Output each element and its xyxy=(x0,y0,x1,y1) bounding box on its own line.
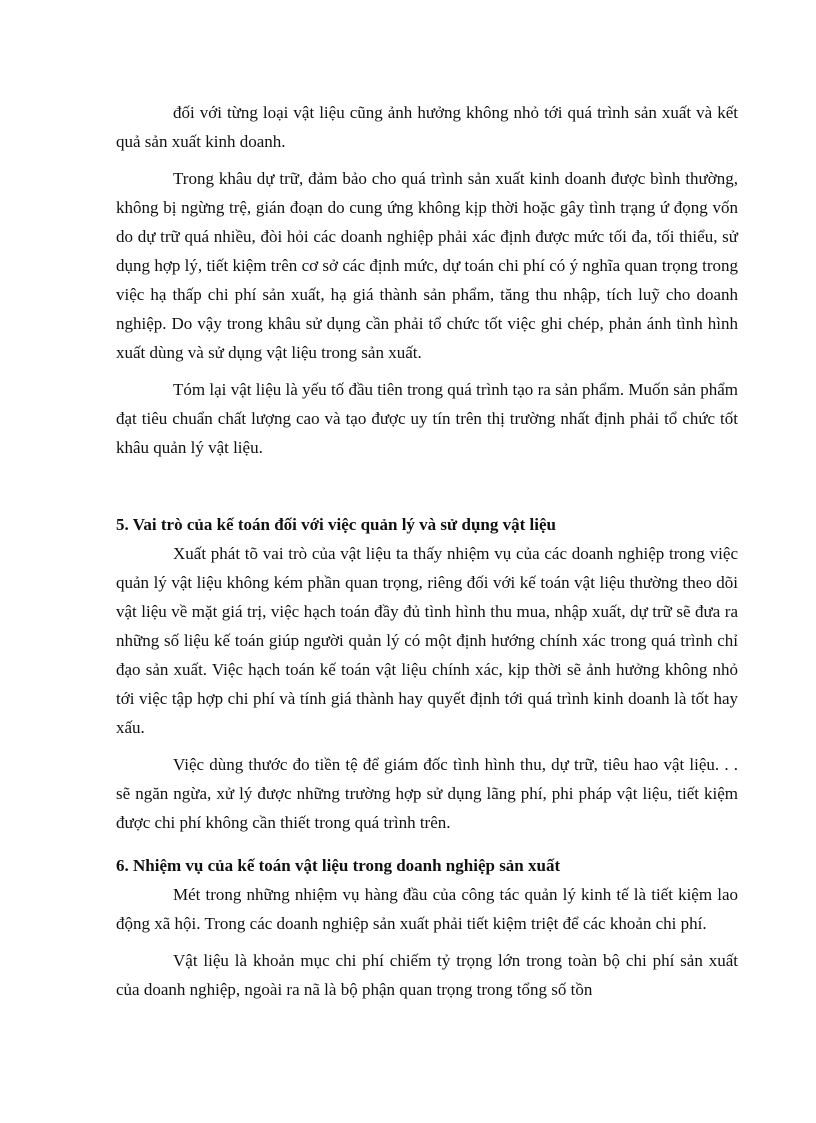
paragraph-3: Tóm lại vật liệu là yếu tố đầu tiên trong quá trình tạo ra sản phẩm. Muốn sản phẩm đạt tiêu chuẩn chất lượng cao và tạo được uy tín trên thị trường nhất định phải tổ chức tốt khâu quản lý vật liệu. xyxy=(116,380,738,457)
section-spacer xyxy=(116,470,738,510)
section-5-heading: 5. Vai trò của kế toán đối với việc quản lý và sử dụng vật liệu xyxy=(116,515,556,534)
section-5-paragraph-2: Việc dùng thước đo tiền tệ để giám đốc tình hình thu, dự trữ, tiêu hao vật liệu. . . sẽ ngăn ngừa, xử lý được những trường hợp sử dụng lãng phí, phi pháp vật liệu, tiết kiệm được chi phí không cần thiết trong quá trình trên. xyxy=(116,755,738,832)
section-6-paragraph-2: Vật liệu là khoản mục chi phí chiếm tỷ trọng lớn trong toàn bộ chi phí sản xuất của doanh nghiệp, ngoài ra nã là bộ phận quan trọng trong tổng số tồn xyxy=(116,951,738,999)
section-6-paragraph-1: Mét trong những nhiệm vụ hàng đầu của công tác quản lý kinh tế là tiết kiệm lao động xã hội. Trong các doanh nghiệp sản xuất phải tiết kiệm triệt để các khoản chi phí. xyxy=(116,885,738,933)
section-6-heading: 6. Nhiệm vụ của kế toán vật liệu trong doanh nghiệp sản xuất xyxy=(116,856,561,875)
paragraph-2: Trong khâu dự trữ, đảm bảo cho quá trình sản xuất kinh doanh được bình thường, không bị ngừng trệ, gián đoạn do cung ứng không kịp thời hoặc gây tình trạng ứ đọng vốn do dự trữ quá nhiều, đòi hỏi các doanh nghiệp phải xác định được mức tối đa, tối thiểu, sử dụng hợp lý, tiết kiệm trên cơ sở các định mức, dự toán chi phí có ý nghĩa quan trọng trong việc hạ thấp chi phí sản xuất, hạ giá thành sản phẩm, tăng thu nhập, tích luỹ cho doanh nghiệp. Do vậy trong khâu sử dụng cần phải tổ chức tốt việc ghi chép, phản ánh tình hình xuất dùng và sử dụng vật liệu trong sản xuất. xyxy=(116,169,738,362)
section-5-paragraph-1: Xuất phát tõ vai trò của vật liệu ta thấy nhiệm vụ của các doanh nghiệp trong việc quản lý vật liệu không kém phần quan trọng, riêng đối với kế toán vật liệu thường theo dõi vật liệu về mặt giá trị, việc hạch toán đầy đủ tình hình thu mua, nhập xuất, dự trữ sẽ đưa ra những số liệu kế toán giúp người quản lý có một định hướng chính xác trong quá trình chỉ đạo sản xuất. Việc hạch toán kế toán vật liệu chính xác, kịp thời sẽ ảnh hưởng không nhỏ tới việc tập hợp chi phí và tính giá thành hay quyết định tới quá trình kinh doanh là tốt hay xấu. xyxy=(116,544,738,737)
document-page xyxy=(116,98,738,1004)
paragraph-1: đối với từng loại vật liệu cũng ảnh hưởng không nhỏ tới quá trình sản xuất và kết quả sản xuất kinh doanh. xyxy=(116,103,738,151)
